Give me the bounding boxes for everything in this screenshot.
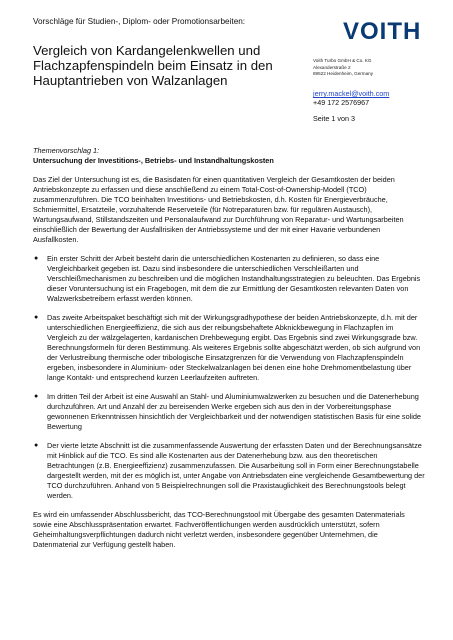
list-item: ● Das zweite Arbeitspaket beschäftigt sich mit der Wirkungsgradhypothese der beiden Antriebskonzepte, d.h. mit der unterschiedlichen Energieeffizienz, die sich aus der reibungsbehaftete Abknickbewegung in Flachzapfen im Vergleich zu der wälzgelagerten, kardanischen Drehbewegung ergibt. Das Ergebnis sind zwei Wirkungsgrade bzw. Berechnungsformeln für deren Bestimmung. Als weiteres Ergebnis sollte abgeschätzt werden, ob sich aufgrund von der Verlustreibung thermische oder tribologische Einsatzgrenzen für die Verwendung von Flachzapfenspindeln ergeben, insbesondere in Aluminium- oder Steckelwalzanlagen bei denen eine hohe Drehmomentbelastung über lange Kontakt- und entsprechend kurzen Leerlaufzeiten auftreten.: [33, 313, 425, 383]
page-number: Seite 1 von 3: [313, 114, 355, 123]
topic-label: Themenvorschlag 1:: [33, 146, 100, 155]
phone-number: +49 172 2576967: [313, 98, 370, 107]
email-link[interactable]: jerry.mackel@voith.com: [313, 89, 390, 98]
list-item: ● Ein erster Schritt der Arbeit besteht darin die unterschiedlichen Kostenarten zu definieren, so dass eine Vergleichbarkeit gegeben ist. Dazu sind insbesondere die unterschiedlichen Verschleißarten und Verschleißmechanismen zu beschreiben und die möglichen Instandhaltungsstrategien zu beleuchten. Das Ergebnis dieser Voruntersuchung ist ein Fragebogen, mit dem die zur Ermittlung der Gesamtkosten relevanten Daten von Walzwerksbetreibern erfasst werden können.: [33, 254, 425, 304]
company-address: [313, 58, 373, 78]
list-item: ● Der vierte letzte Abschnitt ist die zusammenfassende Auswertung der erfassten Daten und der Berechnungsansätze mit Hinblick auf die TCO. Es sind alle Kostenarten aus der Datenerhebung bzw. aus den theoretischen Betrachtungen (z.B. Energieeffizienz) zusammenzufassen. Die Ausarbeitung soll in Form einer Berechnungstabelle dargestellt werden, mit der es möglich ist, unter Angabe von Antriebsdaten eine vergleichende Gesamtbewertung der TCO durchzuführen. Anhand von 5 Beispielrechnungen soll die Praxistauglichkeit des Berechnungstools belegt werden.: [33, 441, 425, 501]
voith-logo: VOITH: [343, 18, 422, 45]
closing-paragraph: Es wird ein umfassender Abschlussbericht, das TCO-Berechnungstool mit Übergabe des gesamten Datenmaterials sowie eine Abschlusspräsentation erwartet. Fachveröffentlichungen werden ausdrücklich unterstützt, sofern Geheimhaltungsverpflichtungen dadurch nicht verletzt werden, insbesondere gegenüber Unternehmen, die Datenmaterial zur Verfügung gestellt haben.: [33, 510, 405, 549]
document-body: [33, 146, 425, 559]
company-line: 89522 Heidenheim, Germany: [313, 71, 374, 77]
page-title: Vergleich von Kardangelenkwellen und Flachzapfenspindeln beim Einsatz in den Hauptantrieben von Walzanlagen: [33, 43, 273, 88]
company-line: Alexanderstraße 2: [313, 64, 351, 70]
work-package-list: [33, 254, 425, 501]
topic-title: Untersuchung der Investitions-, Betriebs- und Instandhaltungskosten: [33, 156, 274, 165]
contact-block: [313, 89, 389, 107]
company-line: Voith Turbo GmbH & Co. KG: [313, 58, 372, 63]
pre-title: Vorschläge für Studien-, Diplom- oder Promotionsarbeiten:: [33, 17, 246, 26]
intro-paragraph: Das Ziel der Untersuchung ist es, die Basisdaten für einen quantitativen Vergleich der Gesamtkosten der beiden Antriebskonzepte zu erfassen und diese anschließend zu einem Total-Cost-of-Ownership-Modell (TCO) zusammenzuführen. Die TCO beinhalten Investitions- und Betriebskosten, d.h. Kosten für Energieverbräuche, Schmiermittel, Ersatzteile, vorzuhaltende Reserveteile (für Notreparaturen bzw. für regulären Austausch), Wartungsaufwand, Stillstandszeiten und Personalaufwand zur Durchführung von Reparatur- und Wartungsarbeiten einschließlich der Bewertung der Ausfallrisiken der Antriebssysteme und der mit einer Havarie verbundenen Ausfallkosten.: [33, 175, 404, 244]
list-item: ● Im dritten Teil der Arbeit ist eine Auswahl an Stahl- und Aluminiumwalzwerken zu besuchen und die Datenerhebung durchzuführen. Art und Anzahl der zu bereisenden Werke ergeben sich aus den in der Vorbereitungsphase gewonnenen Erkenntnissen hinsichtlich der Vergleichbarkeit und der notwendigen statistischen Basis für eine solide Bewertung: [33, 392, 425, 432]
